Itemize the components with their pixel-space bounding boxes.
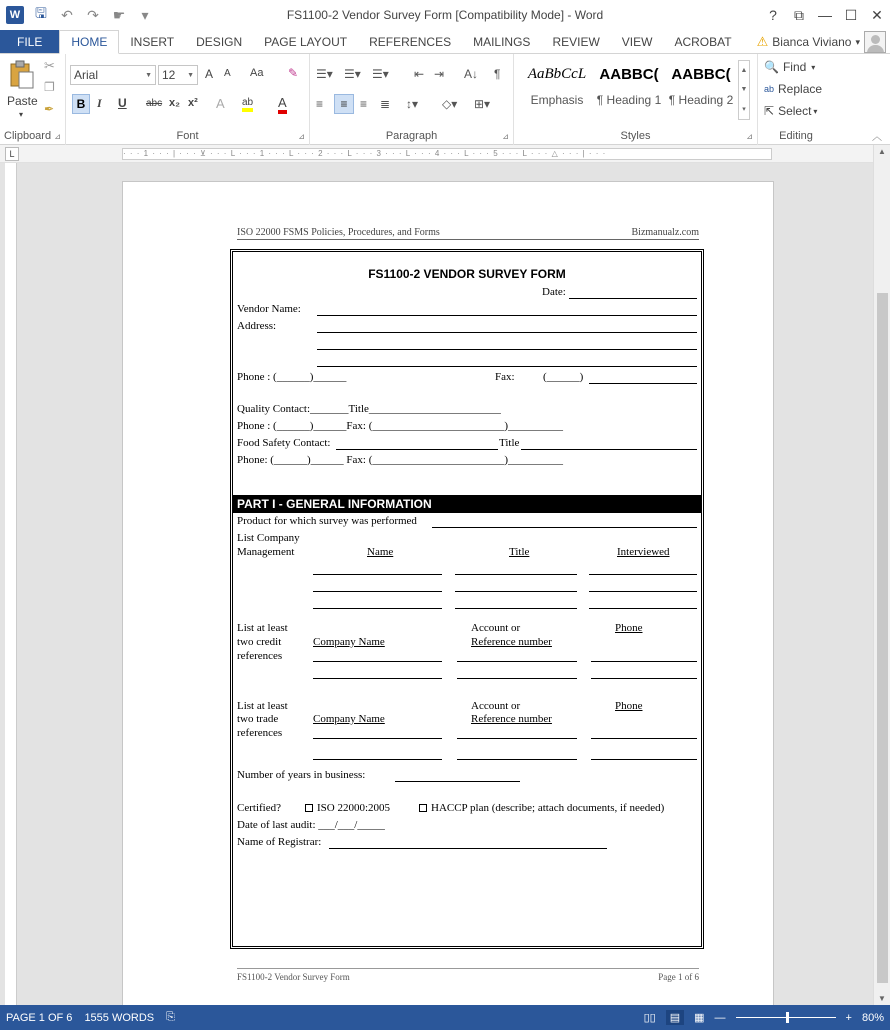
clipboard-label: Clipboard (4, 130, 52, 142)
vendor-survey-form (230, 249, 704, 949)
page-header (237, 227, 699, 240)
vendor-name-field[interactable] (317, 315, 697, 316)
window-controls (760, 0, 890, 30)
list-company-label: List Company (237, 532, 300, 544)
find-button[interactable]: 🔍 Find ▾ (764, 60, 816, 74)
trade-company-header: Company Name (313, 713, 385, 725)
tab-references[interactable]: REFERENCES (369, 34, 452, 49)
bullets-icon[interactable]: ☰▾ (316, 67, 333, 81)
cut-icon[interactable]: ✂ (44, 58, 55, 73)
food-safety-title-field[interactable] (521, 449, 697, 450)
trade-company-1[interactable] (313, 738, 442, 739)
page-footer (237, 968, 699, 982)
redo-icon[interactable]: ↷ (87, 6, 99, 23)
iso-checkbox[interactable]: ISO 22000:2005 (305, 802, 390, 814)
zoom-slider-thumb[interactable] (786, 1012, 789, 1023)
replace-icon: ab (764, 84, 775, 94)
trade-label-2: two trade (237, 713, 279, 725)
word-app-icon[interactable]: W (6, 6, 24, 24)
align-center-icon[interactable]: ≡ (334, 94, 354, 114)
horizontal-ruler[interactable]: · · · 1 · · · | · · · ⊻ · · · L · · · 1 · · · L · · · 2 · · · L · · · 3 · · · L · · · 4 · · · L · · · 5 · · · L · · · △ · · · | · · · (122, 148, 772, 160)
iso-checkbox-box[interactable] (305, 804, 313, 812)
justify-icon[interactable]: ≣ (380, 97, 391, 111)
avatar[interactable] (864, 31, 886, 53)
collapse-ribbon-icon[interactable]: ︿ (872, 132, 882, 143)
address-line-3[interactable] (317, 366, 697, 367)
show-formatting-icon[interactable]: ¶ (494, 67, 501, 81)
numbering-icon[interactable]: ☰▾ (344, 67, 361, 81)
trade-account-1[interactable] (457, 738, 577, 739)
font-size-select[interactable]: 12 ▼ (158, 65, 198, 85)
tab-view[interactable]: VIEW (621, 34, 653, 49)
trade-phone-header: Phone (615, 700, 643, 712)
food-safety-contact-label: Food Safety Contact: (237, 437, 331, 449)
ruler-bar (0, 145, 890, 163)
font-color-button[interactable]: A (278, 95, 287, 114)
clipboard-launcher-icon[interactable]: ⊿ (54, 132, 61, 141)
copy-icon[interactable]: ❐ (44, 80, 55, 94)
highlight-button[interactable]: ab (242, 97, 253, 112)
form-title: FS1100-2 VENDOR SURVEY FORM (368, 267, 566, 281)
haccp-checkbox-box[interactable] (419, 804, 427, 812)
tab-design[interactable]: DESIGN (196, 34, 243, 49)
phone-label: Phone : (______)______ (237, 371, 347, 383)
styles-scroll[interactable]: ▲ ▼ ▾ (738, 60, 750, 120)
vertical-scrollbar[interactable] (873, 145, 890, 1005)
print-layout-icon[interactable]: ▤ (666, 1010, 684, 1025)
credit-label-3: references (237, 650, 283, 662)
footer-left: FS1100-2 Vendor Survey Form (237, 972, 350, 982)
italic-button[interactable]: I (97, 96, 102, 110)
status-bar (0, 1005, 890, 1030)
document-page[interactable] (122, 181, 774, 1005)
page-count[interactable]: PAGE 1 OF 6 (6, 1011, 73, 1024)
change-case-button[interactable]: Aa (250, 67, 264, 79)
ribbon (0, 54, 890, 145)
tab-home[interactable]: HOME (59, 30, 119, 54)
zoom-out-button[interactable]: — (714, 1011, 726, 1024)
last-audit-label: Date of last audit: ___/___/_____ (237, 819, 385, 831)
mgmt-title-3[interactable] (455, 608, 577, 609)
address-line-2[interactable] (317, 349, 697, 350)
paste-icon[interactable] (8, 60, 34, 90)
mgmt-name-3[interactable] (313, 608, 442, 609)
col-interviewed-header: Interviewed (617, 546, 670, 558)
superscript-button[interactable]: x² (188, 97, 198, 109)
mgmt-title-2[interactable] (455, 591, 577, 592)
tab-mailings[interactable]: MAILINGS (473, 34, 531, 49)
format-painter-icon[interactable]: ✒ (44, 102, 55, 116)
paste-dropdown-icon[interactable]: ▾ (19, 110, 24, 119)
increase-indent-icon[interactable]: ⇥ (434, 67, 445, 81)
underline-button[interactable]: U (118, 96, 127, 110)
date-label: Date: (542, 286, 566, 298)
ribbon-display-icon[interactable]: ⧉ (794, 6, 804, 23)
shrink-font-button[interactable]: A (224, 68, 231, 79)
certified-label: Certified? (237, 802, 281, 814)
ribbon-tabs (0, 30, 890, 54)
mgmt-name-1[interactable] (313, 574, 442, 575)
read-mode-icon[interactable]: ▯▯ (643, 1012, 656, 1024)
credit-account-header-2: Reference number (471, 636, 552, 648)
proofing-icon[interactable]: ⎘ (166, 1011, 175, 1023)
credit-company-header: Company Name (313, 636, 385, 648)
tab-page-layout[interactable]: PAGE LAYOUT (264, 34, 348, 49)
quality-contact-label: Quality Contact:_______Title________________________ (237, 403, 501, 415)
mgmt-interviewed-2[interactable] (589, 591, 697, 592)
fax-paren: (______) (543, 371, 584, 383)
web-layout-icon[interactable]: ▦ (694, 1012, 705, 1024)
styles-label: Styles (620, 130, 651, 142)
styles-launcher-icon[interactable]: ⊿ (746, 132, 753, 141)
strikethrough-button[interactable]: abc (146, 98, 163, 109)
line-spacing-icon[interactable]: ↕▾ (406, 97, 419, 111)
select-button[interactable]: ⇱ Select ▾ (764, 104, 818, 118)
tab-review[interactable]: REVIEW (552, 34, 600, 49)
address-line-1[interactable] (317, 332, 697, 333)
trade-label-3: references (237, 727, 283, 739)
credit-phone-2[interactable] (591, 678, 697, 679)
touch-mode-icon[interactable]: ☛ (112, 6, 126, 23)
style-emphasis[interactable]: AaBbCcL Emphasis (527, 66, 587, 107)
maximize-button[interactable]: ☐ (844, 6, 858, 23)
user-account[interactable] (757, 30, 890, 54)
product-label: Product for which survey was performed (237, 515, 417, 527)
sort-icon[interactable]: A↓ (464, 67, 479, 81)
window-title: FS1100-2 Vendor Survey Form [Compatibility Mode] - Word (286, 8, 604, 22)
customize-qat-icon[interactable]: ▾ (141, 6, 149, 23)
font-group (66, 54, 310, 145)
credit-label-1: List at least (237, 622, 288, 634)
font-label: Font (176, 130, 199, 142)
paste-button[interactable]: Paste (7, 94, 38, 108)
credit-label-2: two credit (237, 636, 282, 648)
style-heading-2[interactable]: AABBC( ¶ Heading 2 (668, 66, 734, 107)
food-safety-title-label: Title (499, 437, 520, 449)
grow-font-button[interactable]: A (205, 67, 214, 81)
trade-phone-2[interactable] (591, 759, 697, 760)
style-heading-1[interactable]: AABBC( ¶ Heading 1 (596, 66, 662, 107)
footer-right: Page 1 of 6 (658, 972, 699, 982)
mgmt-title-1[interactable] (455, 574, 577, 575)
scrollbar-thumb[interactable] (877, 293, 888, 983)
col-title-header: Title (509, 546, 530, 558)
align-left-icon[interactable]: ≡ (316, 97, 324, 111)
vertical-ruler[interactable] (5, 163, 17, 1005)
mgmt-interviewed-3[interactable] (589, 608, 697, 609)
cursor-icon: ⇱ (764, 104, 775, 118)
address-label: Address: (237, 320, 277, 332)
font-launcher-icon[interactable]: ⊿ (298, 132, 305, 141)
trade-company-2[interactable] (313, 759, 442, 760)
user-dropdown-icon[interactable]: ▾ (855, 36, 860, 47)
decrease-indent-icon[interactable]: ⇤ (414, 67, 425, 81)
credit-phone-header: Phone (615, 622, 643, 634)
font-family-select[interactable]: Arial ▼ (70, 65, 156, 85)
word-count[interactable]: 1555 WORDS (84, 1011, 155, 1024)
clipboard-group (0, 54, 66, 145)
trade-account-2[interactable] (457, 759, 577, 760)
header-left: ISO 22000 FSMS Policies, Procedures, and Forms (237, 227, 440, 238)
scroll-up-icon[interactable]: ▲ (878, 147, 886, 156)
haccp-checkbox[interactable]: HACCP plan (describe; attach documents, if needed) (419, 802, 664, 814)
quick-access-toolbar (0, 0, 154, 30)
paragraph-launcher-icon[interactable]: ⊿ (502, 132, 509, 141)
minimize-button[interactable]: — (818, 7, 832, 23)
registrar-label: Name of Registrar: (237, 836, 322, 848)
bold-button[interactable]: B (72, 94, 90, 114)
part1-header: PART I - GENERAL INFORMATION (233, 495, 701, 513)
credit-account-2[interactable] (457, 678, 577, 679)
zoom-level[interactable]: 80% (861, 1011, 884, 1024)
tab-acrobat[interactable]: ACROBAT (674, 34, 732, 49)
editing-label: Editing (779, 130, 813, 142)
credit-account-1[interactable] (457, 661, 577, 662)
trade-account-header-1: Account or (471, 700, 521, 712)
quality-phone-label: Phone : (______)______Fax: (________________________)__________ (237, 420, 564, 432)
styles-group (514, 54, 758, 145)
trade-label-1: List at least (237, 700, 288, 712)
warning-icon: ⚠ (756, 34, 769, 49)
replace-button[interactable]: ab Replace (764, 82, 823, 96)
find-icon: 🔍 (764, 60, 779, 74)
document-workspace (0, 163, 873, 1005)
fax-label: Fax: (495, 371, 515, 383)
years-in-business-label: Number of years in business: (237, 769, 366, 781)
paragraph-group (310, 54, 514, 145)
col-name-header: Name (367, 546, 394, 558)
close-button[interactable]: ✕ (871, 6, 883, 23)
mgmt-name-2[interactable] (313, 591, 442, 592)
vendor-name-label: Vendor Name: (237, 303, 301, 315)
zoom-in-button[interactable]: + (845, 1011, 852, 1024)
subscript-button[interactable]: x₂ (169, 97, 181, 109)
management-label: Management (237, 546, 295, 558)
credit-phone-1[interactable] (591, 661, 697, 662)
tab-file[interactable]: FILE (0, 30, 59, 53)
status-right (644, 1005, 884, 1030)
mgmt-interviewed-1[interactable] (589, 574, 697, 575)
food-safety-contact-field[interactable] (336, 449, 498, 450)
credit-account-header-1: Account or (471, 622, 521, 634)
paragraph-label: Paragraph (385, 130, 438, 142)
food-safety-phone-label: Phone: (______)______ Fax: (________________________)__________ (237, 454, 564, 466)
multilevel-list-icon[interactable]: ☰▾ (372, 67, 389, 81)
title-bar (0, 0, 890, 30)
scroll-down-icon[interactable]: ▼ (878, 994, 886, 1003)
credit-company-1[interactable] (313, 661, 442, 662)
years-in-business-field[interactable] (395, 781, 520, 782)
registrar-field[interactable] (329, 848, 607, 849)
align-right-icon[interactable]: ≡ (360, 97, 368, 111)
user-name[interactable]: Bianca Viviano (772, 35, 852, 49)
tab-insert[interactable]: INSERT (130, 34, 175, 49)
text-effects-button[interactable]: A (216, 96, 225, 111)
zoom-slider[interactable] (736, 1017, 836, 1018)
credit-company-2[interactable] (313, 678, 442, 679)
editing-group (758, 54, 834, 145)
product-field[interactable] (432, 527, 697, 528)
header-right: Bizmanualz.com (631, 227, 699, 238)
trade-phone-1[interactable] (591, 738, 697, 739)
fax-field[interactable] (589, 383, 697, 384)
trade-account-header-2: Reference number (471, 713, 552, 725)
shading-icon[interactable]: ◇▾ (442, 97, 458, 111)
undo-icon[interactable]: ↶ (61, 6, 73, 23)
date-field[interactable] (569, 298, 697, 299)
tab-selector[interactable]: L (5, 147, 19, 161)
clear-formatting-icon[interactable]: ✎ (288, 66, 299, 80)
borders-icon[interactable]: ⊞▾ (474, 97, 491, 111)
save-icon[interactable]: 🖫 (35, 5, 47, 21)
help-button[interactable]: ? (769, 7, 777, 23)
